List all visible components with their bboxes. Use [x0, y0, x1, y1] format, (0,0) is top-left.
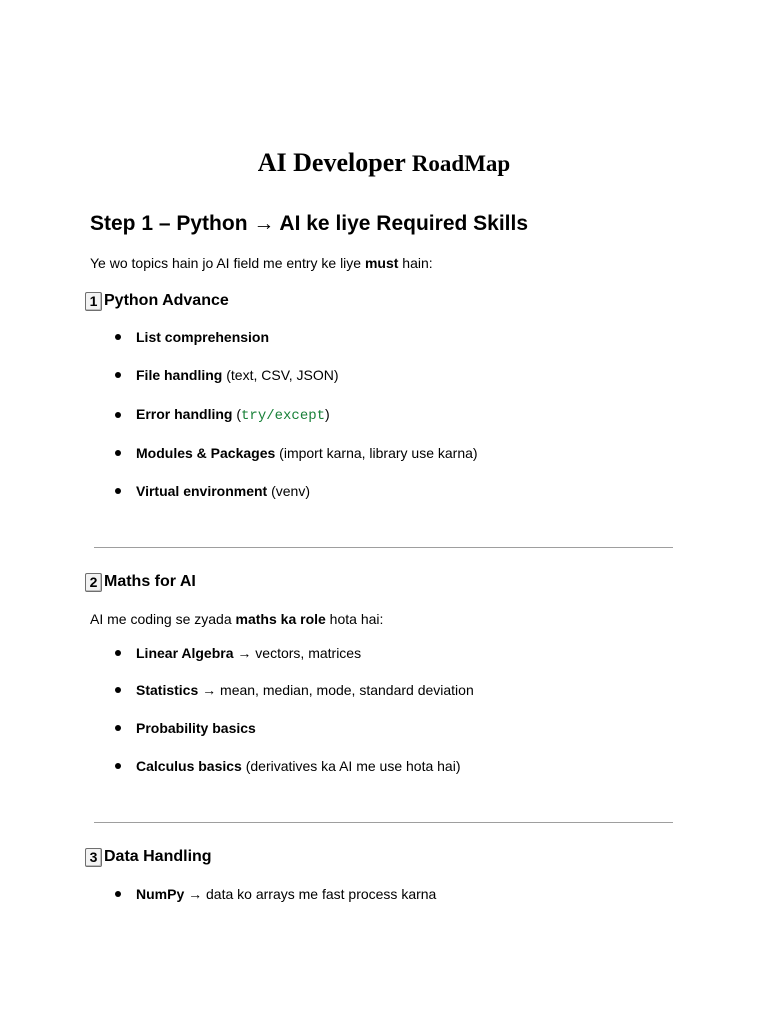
keycap-2-icon: 2	[85, 573, 102, 592]
section-divider	[94, 547, 673, 548]
section-divider	[94, 822, 673, 823]
list-item	[114, 404, 330, 426]
document-title	[0, 146, 768, 181]
section-3-title: Data Handling	[104, 848, 212, 865]
section-3-heading	[85, 846, 212, 868]
item-rest: (derivatives ka AI me use hota hai)	[241, 758, 461, 774]
section-2-heading	[85, 571, 196, 593]
item-bold: Virtual environment	[136, 483, 268, 499]
list-item	[114, 756, 461, 776]
intro-text: Ye wo topics hain jo AI field me entry ke liye	[90, 255, 365, 271]
item-bold: List comprehension	[136, 329, 270, 345]
list-item	[114, 443, 478, 463]
bullet-icon	[115, 412, 121, 418]
item-bold: Statistics	[136, 682, 199, 698]
list-item	[114, 327, 269, 347]
item-rest: → data ko arrays me fast process karna	[184, 886, 437, 902]
list-item	[114, 680, 474, 700]
step-1-heading: Step 1 – Python → AI ke liye Required Skills	[90, 212, 529, 235]
bullet-icon	[115, 725, 121, 731]
intro-text-end: hota hai:	[325, 611, 384, 627]
intro-text-end: hain:	[398, 255, 433, 271]
step-1-intro	[90, 253, 433, 273]
title-part-developer: AI Developer	[257, 148, 412, 177]
item-bold: File handling	[136, 367, 223, 383]
inline-code: try/except	[241, 408, 326, 424]
bullet-icon	[115, 334, 121, 340]
item-rest: (venv)	[267, 483, 311, 499]
item-bold: Calculus basics	[136, 758, 242, 774]
list-item	[114, 481, 310, 501]
item-bold: NumPy	[136, 886, 185, 902]
item-rest: (import karna, library use karna)	[275, 445, 478, 461]
intro-bold: must	[364, 255, 399, 271]
bullet-icon	[115, 488, 121, 494]
bullet-icon	[115, 763, 121, 769]
list-item	[114, 643, 361, 663]
bullet-icon	[115, 372, 121, 378]
section-2-title: Maths for AI	[104, 573, 196, 590]
bullet-icon	[115, 650, 121, 656]
item-rest: → mean, median, mode, standard deviation	[198, 682, 474, 698]
list-item	[114, 718, 256, 738]
keycap-3-icon: 3	[85, 848, 102, 867]
keycap-1-icon: 1	[85, 292, 102, 311]
item-rest-end: )	[325, 406, 330, 422]
item-rest: → vectors, matrices	[233, 645, 362, 661]
intro-bold: maths ka role	[235, 611, 326, 627]
list-item	[114, 365, 339, 385]
item-bold: Linear Algebra	[136, 645, 234, 661]
intro-text: AI me coding se zyada	[90, 611, 236, 627]
section-1-title: Python Advance	[104, 292, 229, 309]
item-bold: Error handling	[136, 406, 233, 422]
bullet-icon	[115, 891, 121, 897]
list-item	[114, 884, 436, 904]
item-rest: (text, CSV, JSON)	[222, 367, 339, 383]
section-2-intro	[90, 609, 383, 629]
item-bold: Probability basics	[136, 720, 256, 736]
item-bold: Modules & Packages	[136, 445, 276, 461]
bullet-icon	[115, 450, 121, 456]
section-1-heading	[85, 290, 229, 312]
item-rest: (	[232, 406, 242, 422]
bullet-icon	[115, 687, 121, 693]
title-part-roadmap: RoadMap	[411, 151, 511, 176]
